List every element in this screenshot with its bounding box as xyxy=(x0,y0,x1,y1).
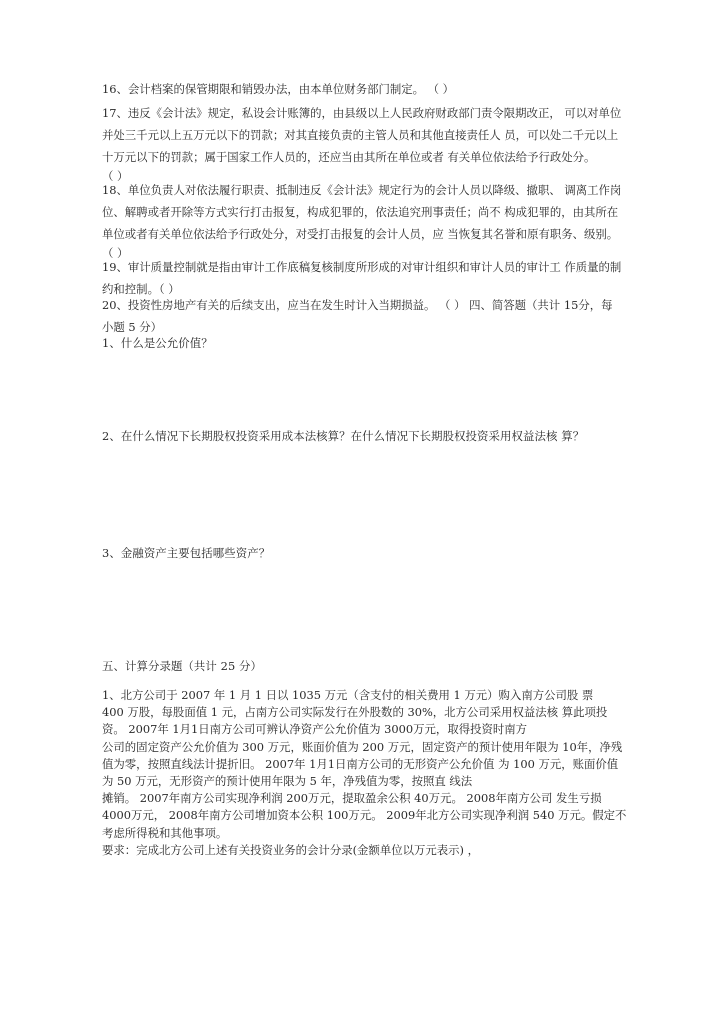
calc-question-1-line: 考虑所得税和其他事项。 xyxy=(102,825,228,840)
question-17-line: 17、违反《会计法》规定，私设会计账簿的，由县级以上人民政府财政部门责令限期改正， 可以对单位 xyxy=(102,106,622,120)
question-16-line: 16、会计档案的保管期限和销毁办法，由本单位财务部门制定。 （ ） xyxy=(102,82,455,96)
calc-question-1-line: 资。 2007年 1月1日南方公司可辨认净资产公允价值为 3000万元，取得投资时南方 xyxy=(102,722,528,737)
question-20 xyxy=(102,297,620,335)
question-19-line: 19、审计质量控制就是指由审计工作底稿复核制度所形成的对审计组织和审计人员的审计工 作质量的制 xyxy=(102,260,622,274)
question-20-line: 20、投资性房地产有关的后续支出，应当在发生时计入当期损益。 （ ） 四、简答题（共计 15分，每 xyxy=(102,298,613,312)
calc-question-1-line: 400 万股，每股面值 1 元，占南方公司实际发行在外股数的 30%，北方公司采用权益法核 算此项投 xyxy=(102,705,608,720)
question-18-line: 单位或者有关单位依法给予行政处分，对受打击报复的会计人员，应 当恢复其名誉和原有职务、级别。 xyxy=(102,227,619,241)
section-5-heading: 五、计算分录题（共计 25 分） xyxy=(102,659,263,673)
section-4-heading: 小题 5 分） xyxy=(102,320,163,334)
question-19-line: 约和控制。（ ） xyxy=(102,282,180,296)
question-18-line: 位、解聘或者开除等方式实行打击报复，构成犯罪的，依法追究刑事责任；尚不 构成犯罪的，由其所在 xyxy=(102,205,619,219)
question-17 xyxy=(102,105,620,184)
calc-question-1-line: 值为零，按照直线法计提折旧。 2007年 1月1日南方公司的无形资产公允价值 为 100 万元，账面价值 xyxy=(102,756,619,771)
question-18 xyxy=(102,182,620,261)
question-17-line: 十万元以下的罚款；属于国家工作人员的，还应当由其所在单位或者 有关单位依法给予行政处分。 xyxy=(102,150,596,164)
question-19 xyxy=(102,259,620,297)
calc-question-1-line: 公司的固定资产公允价值为 300 万元，账面价值为 200 万元，固定资产的预计使用年限为 10年，净残 xyxy=(102,739,623,754)
calc-question-1-requirement: 要求：完成北方公司上述有关投资业务的会计分录(金额单位以万元表示) ， xyxy=(102,842,480,857)
question-18-answer-blank: （ ） xyxy=(102,246,129,260)
calc-question-1 xyxy=(102,687,627,859)
question-17-line: 并处三千元以上五万元以下的罚款；对其直接负责的主管人员和其他直接责任人 员，可以处二千元以上 xyxy=(102,128,619,142)
calc-question-1-line: 1、北方公司于 2007 年 1 月 1 日以 1035 万元（含支付的相关费用 1 万元）购入南方公司股 票 xyxy=(102,688,594,702)
short-answer-q1: 1、什么是公允价值？ xyxy=(102,336,213,350)
short-answer-q3: 3、金融资产主要包括哪些资产？ xyxy=(102,546,271,560)
short-answer-q2: 2、在什么情况下长期股权投资采用成本法核算？在什么情况下长期股权投资采用权益法核 算？ xyxy=(102,429,585,443)
question-17-answer-blank: （ ） xyxy=(102,169,129,183)
question-16 xyxy=(102,81,620,97)
calc-question-1-line: 4000万元， 2008年南方公司增加资本公积 100万元。 2009年北方公司实现净利润 540 万元。假定不 xyxy=(102,808,627,823)
question-18-line: 18、单位负责人对依法履行职责、抵制违反《会计法》规定行为的会计人员以降级、撤职、 调离工作岗 xyxy=(102,183,622,197)
calc-question-1-line: 摊销。 2007年南方公司实现净利润 200万元，提取盈余公积 40万元。 2008年南方公司 发生亏损 xyxy=(102,791,602,806)
calc-question-1-line: 为 50 万元，无形资产的预计使用年限为 5 年，净残值为零，按照直 线法 xyxy=(102,773,473,788)
